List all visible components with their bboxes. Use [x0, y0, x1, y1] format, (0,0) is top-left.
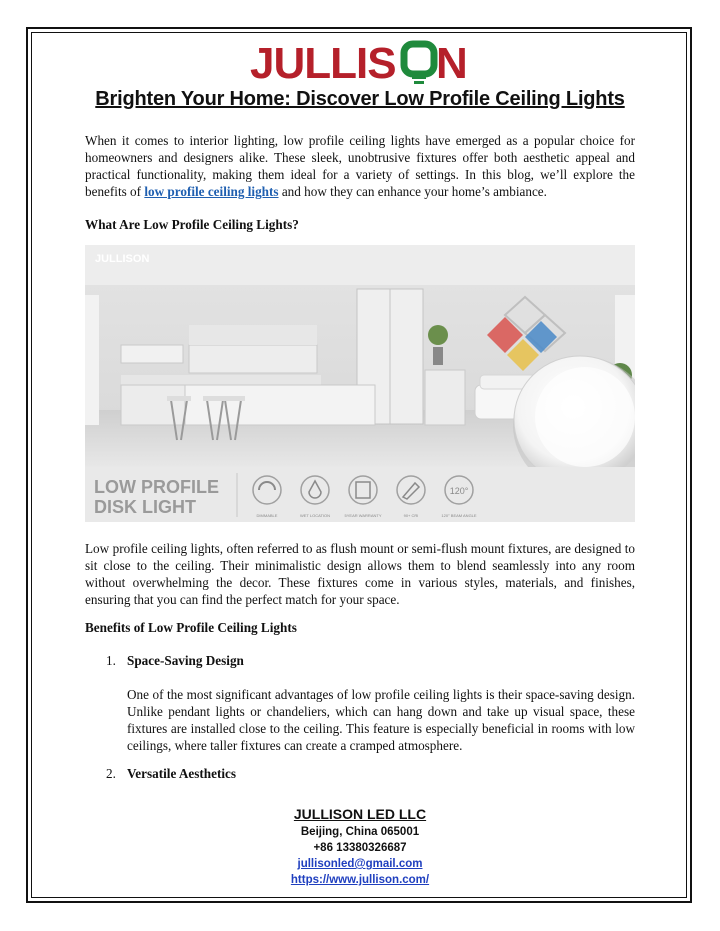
svg-text:N: N	[436, 39, 468, 86]
low-profile-link[interactable]: low profile ceiling lights	[144, 184, 279, 199]
bulb-o-icon	[404, 44, 434, 84]
list-paragraph-space-saving: One of the most significant advantages of low profile ceiling lights is their space-saving design. Unlike pendant lights or chandeliers, which can hang down and take up visual space, these fixtures are installed close to the ceiling. This feature is especially beneficial in rooms with low ceilings, where taller fixtures can create a cramped atmosphere.	[127, 687, 635, 753]
hero-product-image	[85, 245, 635, 522]
list-number-1: 1.	[106, 653, 116, 668]
section-heading-what: What Are Low Profile Ceiling Lights?	[85, 217, 299, 232]
svg-text:WET LOCATION: WET LOCATION	[299, 513, 331, 518]
svg-text:90+ CRI: 90+ CRI	[403, 513, 419, 518]
footer-email-link[interactable]: jullisonled@gmail.com	[297, 858, 423, 870]
footer-phone: +86 13380326687	[313, 842, 407, 854]
svg-text:120°: 120°	[449, 486, 469, 496]
footer-website-link[interactable]: https://www.jullison.com/	[290, 874, 430, 886]
svg-text:DIMMABLE: DIMMABLE	[256, 513, 278, 518]
hero-product-line2: DISK LIGHT	[94, 497, 196, 517]
list-title-versatile: Versatile Aesthetics	[127, 766, 237, 781]
list-number-2: 2.	[106, 766, 116, 781]
intro-text: When it comes to interior lighting, low profile ceiling lights have emerged as a popular choice for homeowners and designers alike. These sleek, unobtrusive fixtures offer both aesthetic appeal and practical functionality, making them ideal for a variety of settings. In this blog, we’ll explore the benefits of	[85, 133, 635, 199]
section-heading-benefits: Benefits of Low Profile Ceiling Lights	[85, 620, 297, 635]
description-paragraph: Low profile ceiling lights, often referred to as flush mount or semi-flush mount fixtures, are designed to sit close to the ceiling. Their minimalistic design allows them to blend seamlessly into any room without overwhelming the decor. These fixtures come in various styles, materials, and finishes, ensuring that you can find the perfect match for your space.	[85, 541, 635, 607]
footer-company: JULLISON LED LLC	[293, 806, 427, 822]
svg-text:5YEAR WARRANTY: 5YEAR WARRANTY	[344, 513, 382, 518]
svg-text:120° BEAM ANGLE: 120° BEAM ANGLE	[441, 513, 477, 518]
hero-product-line1: LOW PROFILE	[94, 477, 219, 497]
list-title-space-saving: Space-Saving Design	[127, 653, 244, 668]
intro-paragraph	[85, 132, 635, 200]
hero-brand-label: JULLISON	[95, 253, 150, 265]
intro-text-end: and how they can enhance your home’s ambiance.	[278, 184, 547, 199]
svg-text:JULLIS: JULLIS	[250, 39, 396, 86]
page-title: Brighten Your Home: Discover Low Profile Ceiling Lights	[95, 88, 625, 110]
footer-address: Beijing, China 065001	[300, 826, 420, 838]
jullison-logo	[240, 38, 480, 86]
